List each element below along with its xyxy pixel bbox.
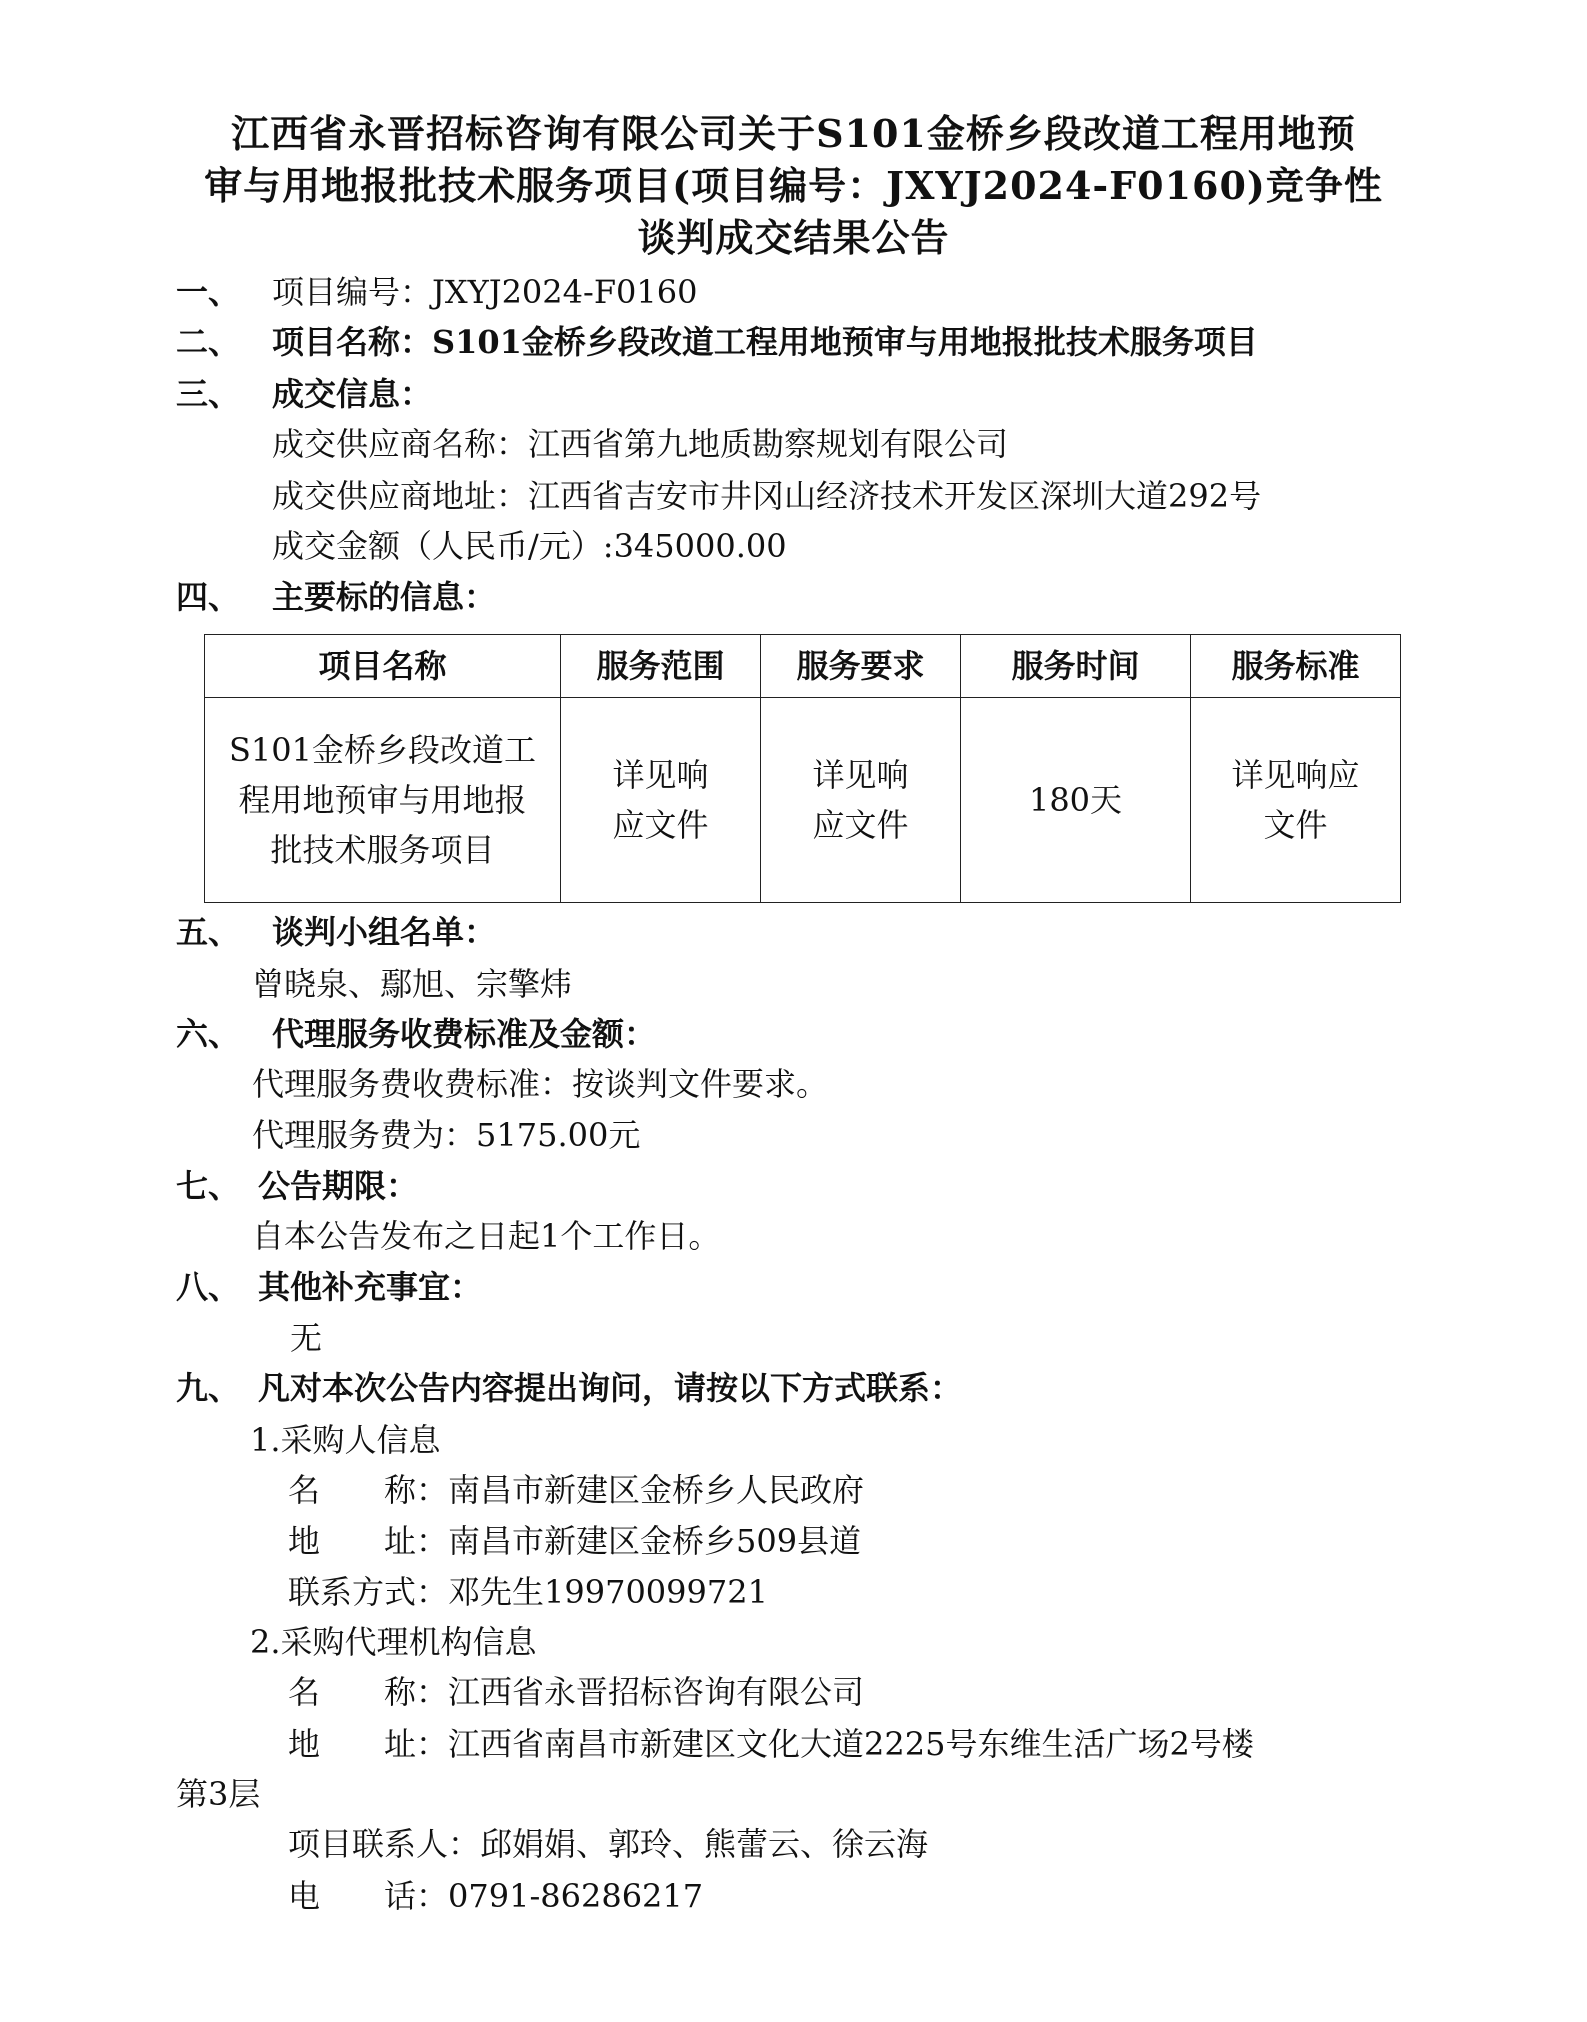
section-2 (176, 320, 1258, 364)
section-8-text: 其他补充事宜： (258, 1268, 483, 1306)
fee-standard: 代理服务费收费标准：按谈判文件要求。 (252, 1065, 829, 1103)
agency-heading: 2.采购代理机构信息 (250, 1623, 537, 1661)
section-8-number: 八、 (176, 1268, 241, 1306)
section-3-text: 成交信息： (272, 375, 433, 413)
title-line-3: 谈判成交结果公告 (637, 215, 950, 260)
section-1-number: 一、 (176, 273, 241, 311)
table-cell: S101金桥乡段改道工程用地预审与用地报批技术服务项目 (205, 698, 561, 903)
panel-members: 曾晓泉、鄢旭、宗擎炜 (252, 965, 573, 1003)
page-title (160, 108, 1427, 264)
section-5 (176, 910, 496, 954)
table-header-cell: 服务范围 (561, 635, 761, 698)
section-1 (176, 270, 697, 314)
section-9-number: 九、 (176, 1369, 241, 1407)
section-3-number: 三、 (176, 375, 241, 413)
section-7 (176, 1164, 418, 1208)
agency-address-continued: 第3层 (176, 1775, 261, 1813)
section-1-text: 项目编号：JXYJ2024-F0160 (272, 273, 698, 311)
section-5-number: 五、 (176, 913, 241, 951)
purchaser-address: 地 址：南昌市新建区金桥乡509县道 (288, 1522, 862, 1560)
title-line-1: 江西省永晋招标咨询有限公司关于S101金桥乡段改道工程用地预 (231, 111, 1356, 156)
agency-name: 名 称：江西省永晋招标咨询有限公司 (288, 1673, 865, 1711)
table-header-cell: 项目名称 (205, 635, 561, 698)
table-cell: 180天 (961, 698, 1191, 903)
purchaser-name: 名 称：南昌市新建区金桥乡人民政府 (288, 1471, 865, 1509)
section-7-number: 七、 (176, 1167, 241, 1205)
agency-address: 地 址：江西省南昌市新建区文化大道2225号东维生活广场2号楼 (288, 1725, 1254, 1763)
section-6-number: 六、 (176, 1015, 241, 1053)
section-6-text: 代理服务收费标准及金额： (272, 1015, 657, 1053)
section-5-text: 谈判小组名单： (272, 913, 497, 951)
section-3 (176, 372, 432, 416)
table-header-cell: 服务标准 (1191, 635, 1401, 698)
supplementary-content: 无 (290, 1319, 323, 1357)
section-4-number: 四、 (176, 578, 241, 616)
notice-period: 自本公告发布之日起1个工作日。 (252, 1217, 721, 1255)
agency-phone: 电 话：0791-86286217 (288, 1877, 704, 1915)
deal-amount: 成交金额（人民币/元）:345000.00 (272, 527, 787, 565)
section-4-text: 主要标的信息： (272, 578, 497, 616)
purchaser-heading: 1.采购人信息 (250, 1421, 441, 1459)
agency-contact-persons: 项目联系人：邱娟娟、郭玲、熊蕾云、徐云海 (288, 1825, 929, 1863)
subject-info-table (204, 634, 1401, 903)
title-line-2: 审与用地报批技术服务项目(项目编号：JXYJ2024-F0160)竞争性 (204, 163, 1383, 208)
section-9 (176, 1366, 962, 1410)
section-8 (176, 1265, 482, 1309)
table-header-cell: 服务时间 (961, 635, 1191, 698)
section-6 (176, 1012, 656, 1056)
table-row (205, 698, 1401, 903)
section-7-text: 公告期限： (258, 1167, 419, 1205)
supplier-address: 成交供应商地址：江西省吉安市井冈山经济技术开发区深圳大道292号 (272, 477, 1262, 515)
section-9-text: 凡对本次公告内容提出询问，请按以下方式联系： (258, 1369, 963, 1407)
table-cell: 详见响应文件 (1191, 698, 1401, 903)
fee-amount: 代理服务费为：5175.00元 (252, 1116, 641, 1154)
section-2-number: 二、 (176, 323, 241, 361)
table-header-row (205, 635, 1401, 698)
table-header-cell: 服务要求 (761, 635, 961, 698)
section-4 (176, 575, 496, 619)
purchaser-contact: 联系方式：邓先生19970099721 (288, 1573, 768, 1611)
table-cell: 详见响应文件 (761, 698, 961, 903)
supplier-name: 成交供应商名称：江西省第九地质勘察规划有限公司 (272, 425, 1009, 463)
section-2-text: 项目名称：S101金桥乡段改道工程用地预审与用地报批技术服务项目 (272, 323, 1258, 361)
table-cell: 详见响应文件 (561, 698, 761, 903)
